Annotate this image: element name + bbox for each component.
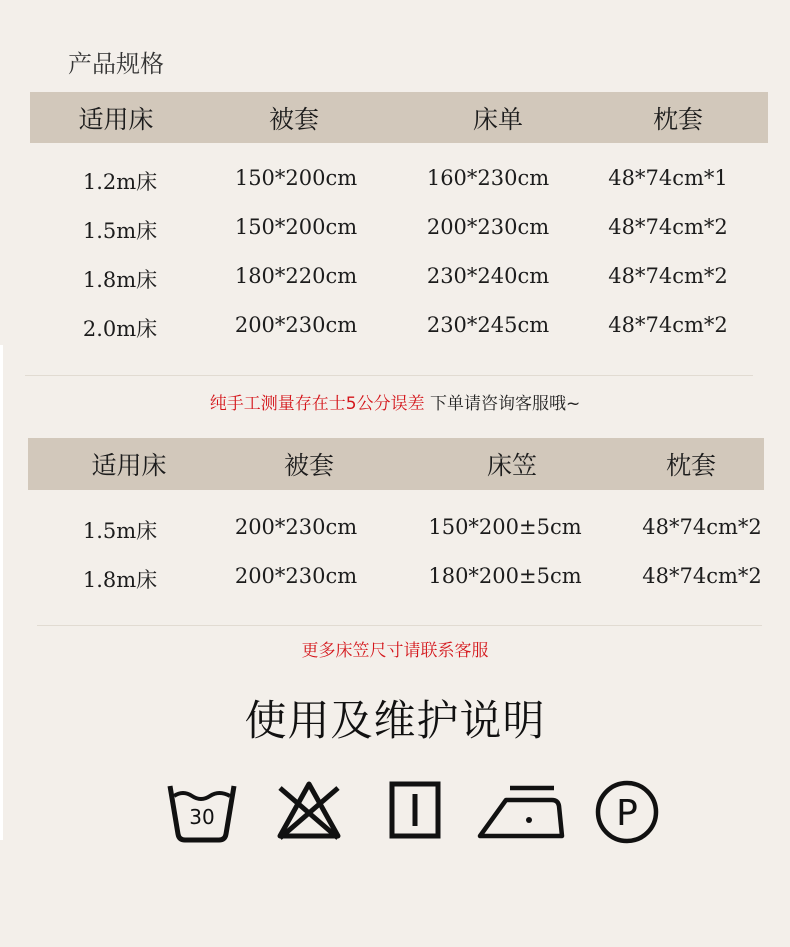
table1-cell: 200*230cm <box>234 313 358 337</box>
table2-header-duvet: 被套 <box>283 451 335 480</box>
contact-note: 下单请咨询客服哦~ <box>424 394 581 414</box>
table1-cell: 48*74cm*2 <box>608 215 728 239</box>
table1-note <box>0 389 790 414</box>
table2-header-fitted-sheet: 床笠 <box>486 451 538 480</box>
table1-cell: 180*220cm <box>234 264 358 288</box>
table2-cell: 1.5m床 <box>82 519 158 543</box>
table2-divider <box>37 625 762 626</box>
table1-header-sheet: 床单 <box>472 104 524 134</box>
table1-row <box>0 166 790 196</box>
table2-row <box>0 564 790 594</box>
table1-cell: 200*230cm <box>426 215 550 239</box>
table2-cell: 150*200±5cm <box>428 515 582 539</box>
table1-cell: 1.5m床 <box>82 219 158 243</box>
table2-cell: 200*230cm <box>234 564 358 588</box>
table1-row <box>0 215 790 245</box>
table1-cell: 1.8m床 <box>82 268 158 292</box>
table2-note <box>0 636 790 661</box>
table1-cell: 48*74cm*2 <box>608 313 728 337</box>
table1-cell: 150*200cm <box>234 166 358 190</box>
measurement-note: 纯手工测量存在士5公分误差 <box>209 394 425 414</box>
iron-icon <box>476 778 566 842</box>
table1-row <box>0 264 790 294</box>
table2-cell: 1.8m床 <box>82 568 158 592</box>
table1-row <box>0 313 790 343</box>
table1-header-duvet: 被套 <box>268 104 320 134</box>
tumble-dry-icon <box>388 778 442 842</box>
table2-header-pillow: 枕套 <box>665 451 717 480</box>
more-sizes-note: 更多床笠尺寸请联系客服 <box>301 641 489 661</box>
table1-cell: 230*245cm <box>426 313 550 337</box>
table1-cell: 160*230cm <box>426 166 550 190</box>
table1-cell: 2.0m床 <box>82 317 158 341</box>
wash-30-icon <box>166 778 238 844</box>
table2-cell: 48*74cm*2 <box>642 564 762 588</box>
wash-temperature-label: 30 <box>189 805 215 829</box>
spec-title: 产品规格 <box>68 50 164 78</box>
care-title: 使用及维护说明 <box>244 696 546 745</box>
table1-cell: 230*240cm <box>426 264 550 288</box>
table1-cell: 48*74cm*2 <box>608 264 728 288</box>
table1-cell: 1.2m床 <box>82 170 158 194</box>
dry-clean-p-icon <box>594 778 660 844</box>
table2-cell: 48*74cm*2 <box>642 515 762 539</box>
table1-cell: 150*200cm <box>234 215 358 239</box>
table1-header-pillow: 枕套 <box>652 104 704 134</box>
dry-clean-letter: P <box>616 793 638 834</box>
table1-cell: 48*74cm*1 <box>608 166 728 190</box>
do-not-bleach-icon <box>274 778 344 842</box>
table1-divider <box>25 375 753 376</box>
table2-header-bed: 适用床 <box>91 451 167 480</box>
table1-header <box>30 92 768 143</box>
table2-cell: 180*200±5cm <box>428 564 582 588</box>
table2-row <box>0 515 790 545</box>
table2-header <box>28 438 764 490</box>
table1-header-bed: 适用床 <box>78 104 154 134</box>
table2-cell: 200*230cm <box>234 515 358 539</box>
